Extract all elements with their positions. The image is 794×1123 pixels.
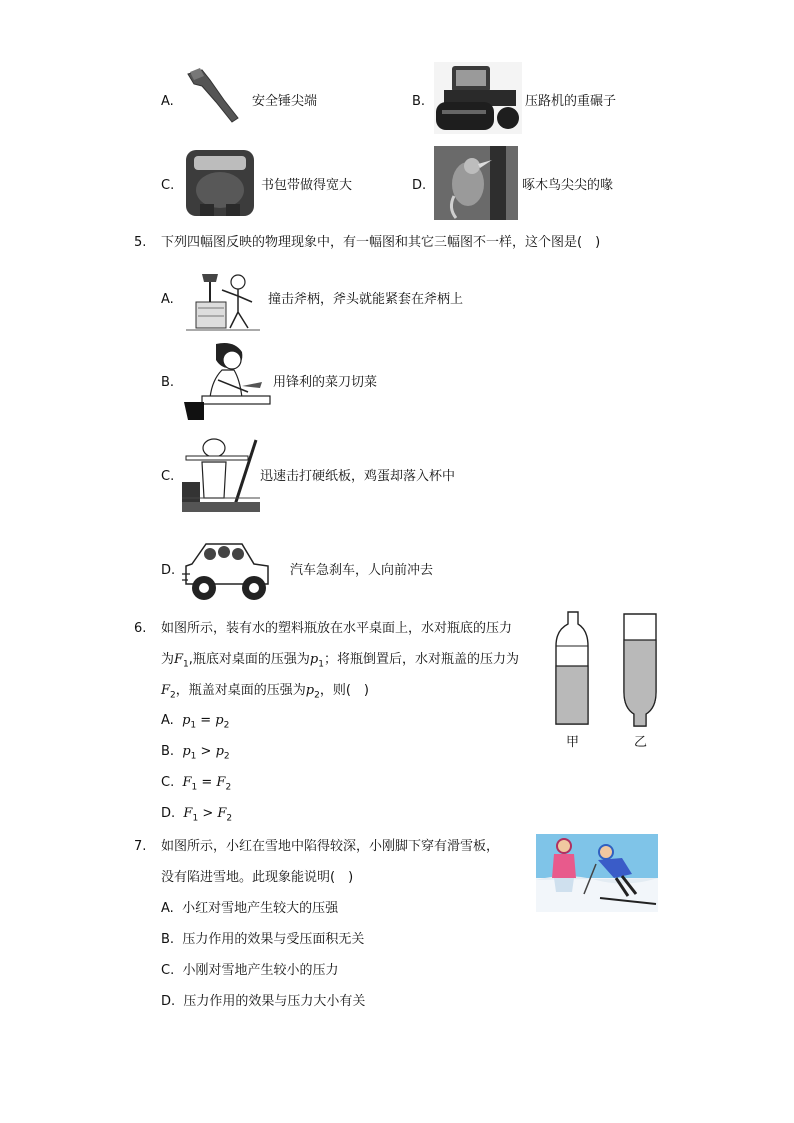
option-text: 迅速击打硬纸板，鸡蛋却落入杯中 [260, 469, 456, 484]
q6-option-b [161, 743, 230, 766]
question-stem-line [161, 682, 369, 705]
stem-text: ；将瓶倒置后，水对瓶盖的压力为 [323, 652, 519, 667]
option-text: 小刚对雪地产生较小的压力 [182, 963, 339, 978]
q7-option-a [161, 900, 338, 918]
math-op: > [196, 744, 216, 759]
math-sub: 2 [170, 690, 176, 701]
question-stem-line: 如图所示，装有水的塑料瓶放在水平桌面上，水对瓶底的压力 [161, 621, 513, 636]
woodpecker-icon [434, 146, 518, 220]
option-text: 安全锤尖端 [252, 94, 318, 109]
egg-cup-icon [182, 436, 260, 512]
upright-bottle [556, 612, 588, 724]
inverted-bottle [624, 614, 656, 726]
math-var: F [182, 775, 192, 790]
option-letter: D. [161, 994, 176, 1009]
option-letter: D. [161, 806, 176, 821]
question-number: 5. [134, 235, 147, 250]
math-op: = [196, 713, 216, 728]
option-letter: B. [412, 94, 426, 109]
q6-option-c [161, 774, 231, 797]
math-sub: 2 [225, 782, 232, 793]
math-op: = [197, 775, 217, 790]
math-sub: 1 [190, 751, 197, 762]
schoolbag-strap-icon [184, 148, 256, 218]
axe-handle-icon [182, 268, 262, 332]
math-op: > [198, 806, 218, 821]
option-text: 压力作用的效果与受压面积无关 [182, 932, 365, 947]
figure-label-yi: 乙 [634, 735, 648, 750]
option-text: 小红对雪地产生较大的压强 [182, 901, 339, 916]
figure-label-jia: 甲 [566, 735, 580, 750]
q6-option-a [161, 712, 229, 735]
math-sub: 2 [314, 690, 320, 701]
question-number: 6. [134, 621, 147, 636]
math-var: p [215, 713, 224, 728]
math-sub: 1 [183, 659, 189, 670]
option-letter: C. [161, 963, 175, 978]
math-sub: 1 [318, 659, 324, 670]
option-text: 啄木鸟尖尖的喙 [522, 178, 614, 193]
math-sub: 1 [191, 782, 198, 793]
car-braking-icon [182, 534, 272, 604]
option-letter: B. [161, 375, 175, 390]
math-var: F [183, 806, 193, 821]
road-roller-icon [434, 62, 522, 134]
q7-option-b [161, 931, 364, 949]
option-text: 压路机的重碾子 [525, 94, 617, 109]
math-var: F [174, 652, 184, 667]
cutting-vegetables-icon [182, 340, 272, 422]
safety-hammer-icon [180, 66, 250, 126]
math-var: F [216, 775, 226, 790]
stem-text: 为 [161, 652, 175, 667]
option-letter: C. [161, 178, 175, 193]
option-letter: C. [161, 775, 175, 790]
option-text: 汽车急刹车，人向前冲去 [290, 563, 434, 578]
math-var: F [217, 806, 227, 821]
question-stem-line: 如图所示，小红在雪地中陷得较深，小刚脚下穿有滑雪板， [161, 839, 500, 854]
option-letter: A. [161, 713, 174, 728]
math-var: p [182, 744, 191, 759]
bottle-figure [552, 610, 662, 728]
option-letter: A. [161, 901, 174, 916]
math-var: p [182, 713, 191, 728]
option-letter: B. [161, 932, 175, 947]
question-stem: 下列四幅图反映的物理现象中，有一幅图和其它三幅图不一样，这个图是( ) [161, 235, 601, 250]
question-stem-line: 没有陷进雪地。此现象能说明( ) [161, 870, 354, 885]
stem-text: ,瓶底对桌面的压强为 [188, 652, 310, 667]
option-letter: B. [161, 744, 175, 759]
math-sub: 2 [226, 813, 233, 824]
option-letter: C. [161, 469, 175, 484]
math-sub: 1 [190, 720, 197, 731]
math-sub: 2 [223, 751, 230, 762]
skiers-in-snow-icon [536, 834, 658, 912]
stem-text: ，瓶盖对桌面的压强为 [175, 683, 306, 698]
math-var: F [161, 683, 171, 698]
option-letter: D. [161, 563, 176, 578]
q7-option-d [161, 993, 365, 1011]
question-number: 7. [134, 839, 147, 854]
math-var: p [215, 744, 224, 759]
math-sub: 2 [223, 720, 230, 731]
option-text: 用锋利的菜刀切菜 [273, 375, 378, 390]
option-text: 书包带做得宽大 [261, 178, 353, 193]
question-stem-line [161, 651, 519, 674]
q6-option-d [161, 805, 232, 828]
q7-option-c [161, 962, 339, 980]
math-var: p [309, 652, 319, 667]
math-var: p [305, 683, 315, 698]
option-text: 撞击斧柄，斧头就能紧套在斧柄上 [268, 292, 464, 307]
option-text: 压力作用的效果与压力大小有关 [183, 994, 366, 1009]
option-letter: A. [161, 292, 174, 307]
option-letter: A. [161, 94, 174, 109]
option-letter: D. [412, 178, 427, 193]
stem-text: ，则( ) [319, 683, 369, 698]
math-sub: 1 [192, 813, 199, 824]
